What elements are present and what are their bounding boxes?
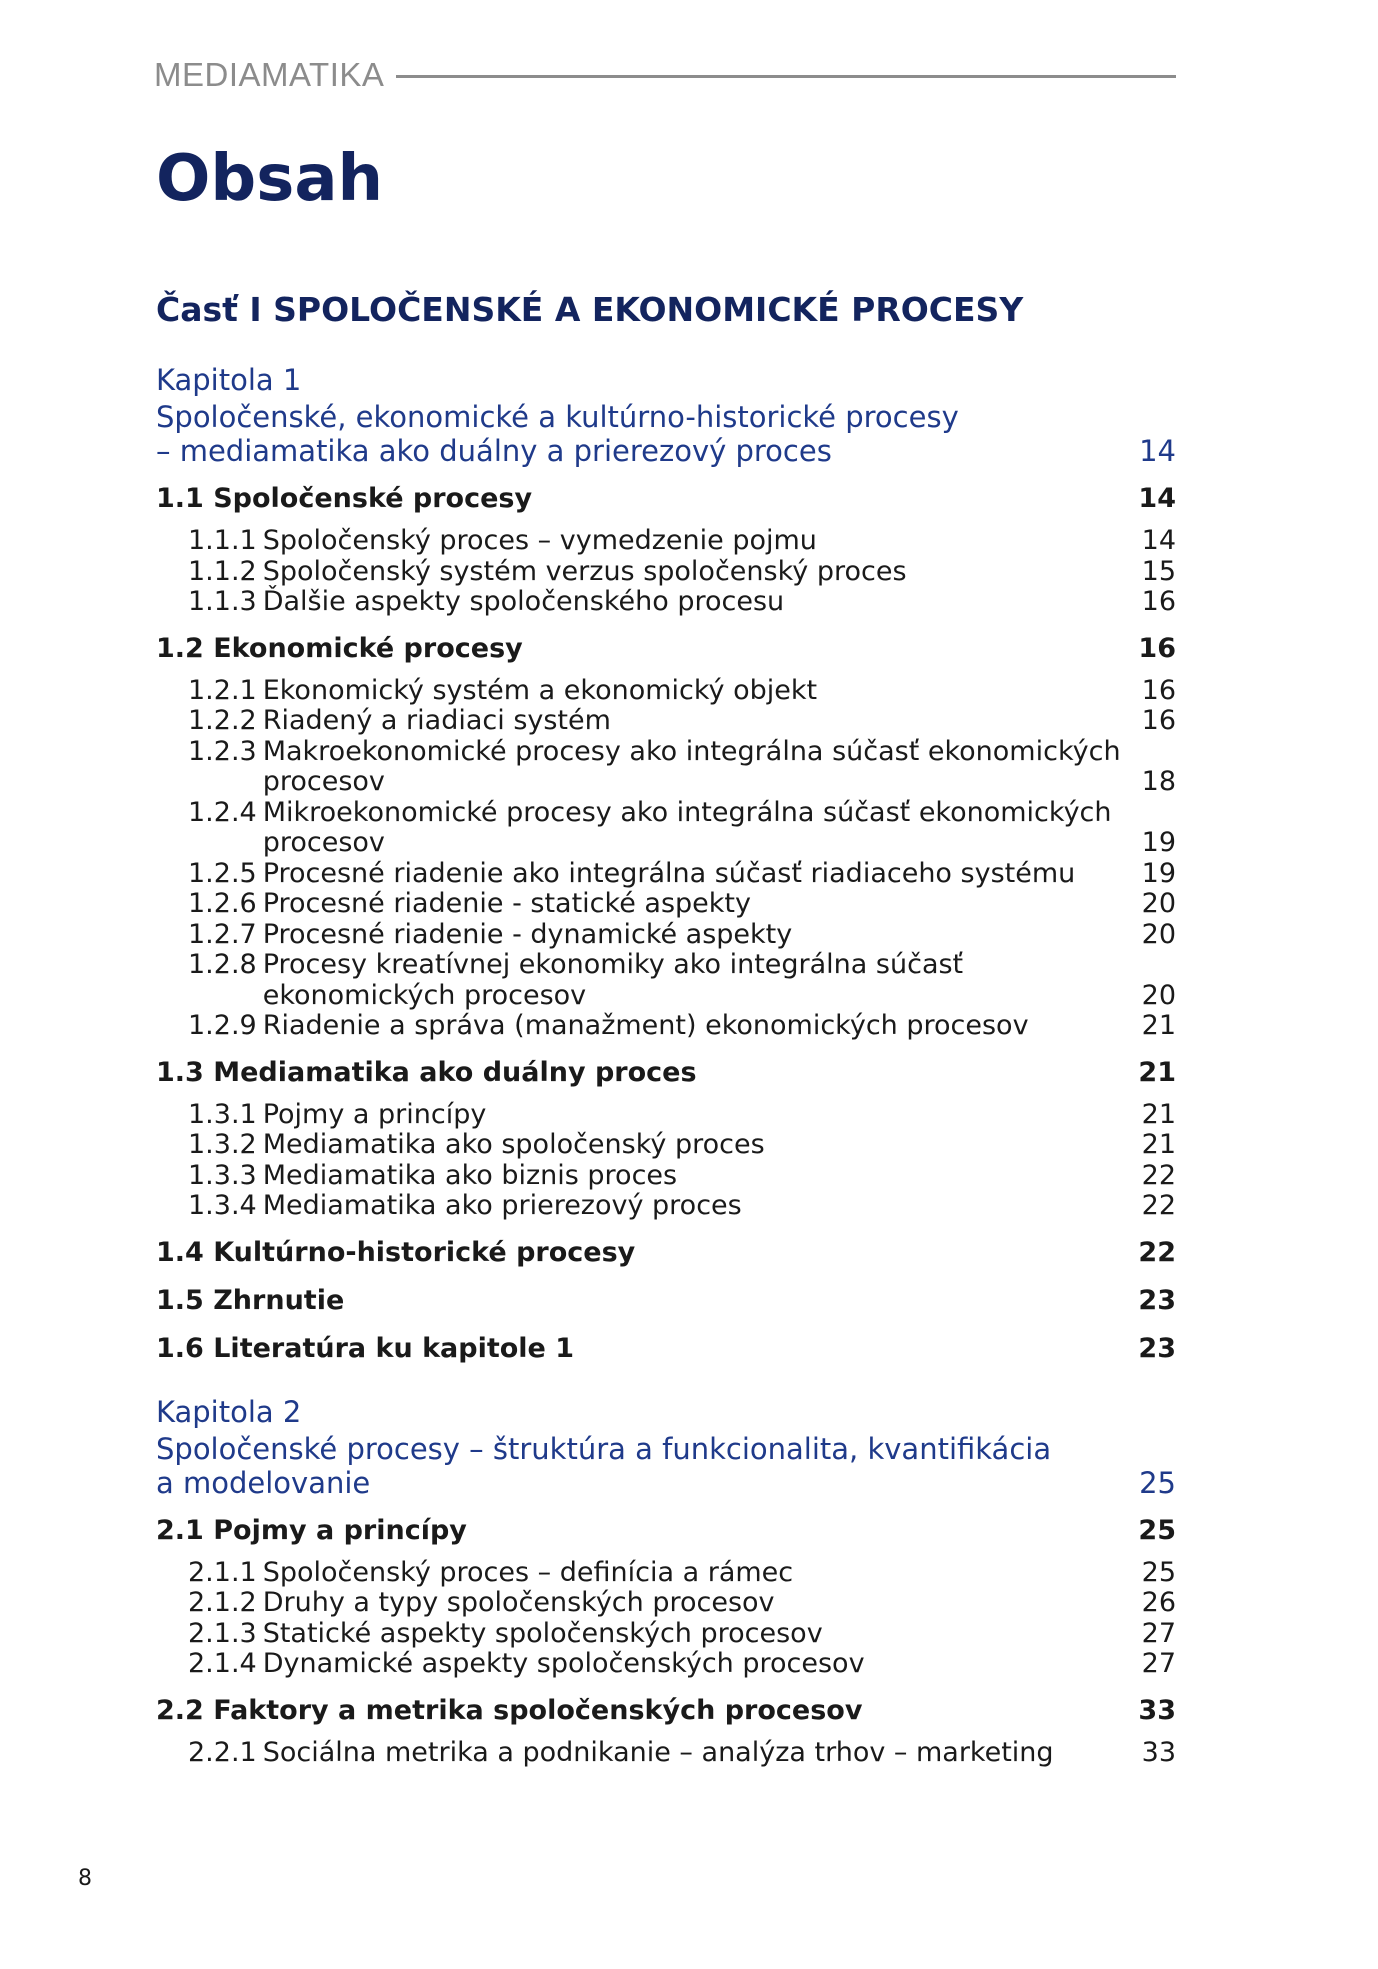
subsection-entry bbox=[156, 859, 1176, 890]
section-page-number: 14 bbox=[1138, 483, 1176, 514]
subsection-title: Dynamické aspekty spoločenských procesov bbox=[262, 1648, 865, 1679]
subsection-list bbox=[156, 1558, 1176, 1680]
subsection-title: Mediamatika ako spoločenský proces bbox=[262, 1129, 765, 1160]
section-entry bbox=[156, 1332, 1176, 1366]
section-page-number: 33 bbox=[1138, 1694, 1176, 1726]
section-page-number: 23 bbox=[1138, 1284, 1176, 1316]
subsection-text bbox=[156, 526, 817, 557]
subsection-text bbox=[156, 737, 1136, 798]
subsection-page-number: 26 bbox=[1141, 1587, 1176, 1618]
subsection-title: Procesné riadenie ako integrálna súčasť riadiaceho systému bbox=[262, 857, 1076, 889]
section-title: 1.5 Zhrnutie bbox=[156, 1284, 345, 1316]
subsection-number: 2.1.4 bbox=[188, 1648, 257, 1679]
subsection-title: Ekonomický systém a ekonomický objekt bbox=[262, 674, 818, 706]
subsection-number: 1.2.2 bbox=[188, 705, 257, 736]
section-entry bbox=[156, 1056, 1176, 1090]
chapter-title-line: Spoločenské, ekonomické a kultúrno-historické procesy bbox=[156, 400, 959, 434]
section-title: 1.3 Mediamatika ako duálny proces bbox=[156, 1056, 697, 1088]
chapter-title-line: a modelovanie bbox=[156, 1465, 371, 1500]
chapter-label: Kapitola 1 bbox=[156, 363, 302, 397]
subsection-page-number: 21 bbox=[1141, 1098, 1176, 1130]
subsection-list bbox=[156, 676, 1176, 1042]
subsection-number: 1.3.2 bbox=[188, 1129, 257, 1160]
section-entry bbox=[156, 1694, 1176, 1728]
section-title: 1.1 Spoločenské procesy bbox=[156, 483, 533, 514]
subsection-title: Procesné riadenie - dynamické aspekty bbox=[262, 918, 793, 950]
subsection-number: 1.2.3 bbox=[188, 735, 257, 767]
subsection-page-number: 16 bbox=[1141, 705, 1176, 736]
subsection-entry bbox=[156, 798, 1176, 859]
header-label: MEDIAMATIKA bbox=[154, 56, 385, 93]
subsection-entry bbox=[156, 1738, 1176, 1769]
subsection-entry bbox=[156, 1011, 1176, 1042]
subsection-title: Ďalšie aspekty spoločenského procesu bbox=[262, 586, 785, 617]
subsection-title: Riadenie a správa (manažment) ekonomických procesov bbox=[262, 1010, 1029, 1041]
subsection-entry bbox=[156, 920, 1176, 951]
section-entry bbox=[156, 632, 1176, 666]
subsection-number: 1.2.1 bbox=[188, 674, 257, 706]
subsection-text bbox=[156, 557, 907, 588]
subsection-page-number: 27 bbox=[1141, 1617, 1176, 1649]
subsection-entry bbox=[156, 1161, 1176, 1192]
section-title: 1.4 Kultúrno-historické procesy bbox=[156, 1236, 636, 1268]
subsection-title: Riadený a riadiaci systém bbox=[262, 705, 611, 736]
subsection-number: 1.3.4 bbox=[188, 1190, 257, 1221]
subsection-entry bbox=[156, 676, 1176, 707]
section-page-number: 21 bbox=[1138, 1056, 1176, 1088]
chapter-label: Kapitola 2 bbox=[156, 1394, 302, 1429]
section-entry bbox=[156, 1236, 1176, 1270]
subsection-text bbox=[156, 587, 784, 618]
page-title: Obsah bbox=[156, 142, 384, 216]
chapter-block bbox=[156, 360, 1176, 1366]
subsection-page-number: 21 bbox=[1141, 1129, 1176, 1160]
subsection-page-number: 14 bbox=[1141, 525, 1176, 556]
subsection-title: Mediamatika ako biznis proces bbox=[262, 1159, 678, 1191]
subsection-number: 1.2.8 bbox=[188, 949, 257, 980]
chapter-page-number: 25 bbox=[1139, 1465, 1176, 1500]
subsection-entry bbox=[156, 557, 1176, 588]
subsection-title: Statické aspekty spoločenských procesov bbox=[262, 1617, 823, 1649]
subsection-text bbox=[156, 950, 1136, 1011]
section-page-number: 23 bbox=[1138, 1332, 1176, 1364]
section-entry bbox=[156, 482, 1176, 516]
subsection-number: 2.1.2 bbox=[188, 1587, 257, 1618]
subsection-text bbox=[156, 706, 611, 737]
subsection-page-number: 20 bbox=[1141, 918, 1176, 950]
chapter-title-row bbox=[156, 1466, 1176, 1500]
section-page-number: 25 bbox=[1138, 1514, 1176, 1546]
subsection-entry bbox=[156, 1100, 1176, 1131]
section-title: 1.2 Ekonomické procesy bbox=[156, 632, 523, 664]
subsection-text bbox=[156, 889, 751, 920]
subsection-title: Mikroekonomické procesy ako integrálna súčasť ekonomických procesov bbox=[262, 796, 1112, 858]
subsection-page-number: 19 bbox=[1141, 857, 1176, 889]
subsection-list bbox=[156, 1738, 1176, 1769]
subsection-text bbox=[156, 1558, 793, 1589]
subsection-entry bbox=[156, 950, 1176, 1011]
subsection-page-number: 21 bbox=[1141, 1010, 1176, 1041]
chapter-title-line: Spoločenské procesy – štruktúra a funkcionalita, kvantifikácia bbox=[156, 1431, 1052, 1466]
running-header bbox=[154, 50, 1176, 100]
subsection-list bbox=[156, 526, 1176, 618]
subsection-number: 1.2.7 bbox=[188, 918, 257, 950]
subsection-page-number: 27 bbox=[1141, 1648, 1176, 1679]
section-entry bbox=[156, 1514, 1176, 1548]
subsection-entry bbox=[156, 737, 1176, 798]
subsection-list bbox=[156, 1100, 1176, 1222]
subsection-title: Druhy a typy spoločenských procesov bbox=[262, 1587, 775, 1618]
section-title: 2.2 Faktory a metrika spoločenských procesov bbox=[156, 1694, 863, 1726]
subsection-number: 1.2.9 bbox=[188, 1010, 257, 1041]
chapter-title-row bbox=[156, 434, 1176, 468]
header-rule bbox=[396, 75, 1176, 78]
chapter-page-number: 14 bbox=[1139, 434, 1176, 468]
subsection-page-number: 18 bbox=[1141, 766, 1176, 797]
subsection-text bbox=[156, 1738, 1054, 1769]
subsection-entry bbox=[156, 1588, 1176, 1619]
subsection-page-number: 22 bbox=[1141, 1190, 1176, 1221]
subsection-entry bbox=[156, 1558, 1176, 1589]
subsection-number: 1.2.4 bbox=[188, 796, 257, 828]
subsection-number: 1.1.3 bbox=[188, 586, 257, 617]
chapter-block bbox=[156, 1392, 1176, 1769]
subsection-title: Pojmy a princípy bbox=[262, 1098, 487, 1130]
section-title: 1.6 Literatúra ku kapitole 1 bbox=[156, 1332, 575, 1364]
subsection-text bbox=[156, 1130, 765, 1161]
subsection-number: 2.2.1 bbox=[188, 1736, 257, 1768]
subsection-entry bbox=[156, 889, 1176, 920]
subsection-text bbox=[156, 676, 817, 707]
section-page-number: 22 bbox=[1138, 1236, 1176, 1268]
subsection-text bbox=[156, 1191, 742, 1222]
subsection-title: Spoločenský proces – definícia a rámec bbox=[262, 1556, 794, 1588]
subsection-title: Spoločenský systém verzus spoločenský proces bbox=[262, 555, 907, 587]
subsection-title: Spoločenský proces – vymedzenie pojmu bbox=[262, 525, 817, 556]
subsection-entry bbox=[156, 1130, 1176, 1161]
subsection-text bbox=[156, 1649, 865, 1680]
subsection-page-number: 19 bbox=[1141, 827, 1176, 858]
subsection-page-number: 33 bbox=[1141, 1736, 1176, 1768]
subsection-text bbox=[156, 920, 792, 951]
part-title: Časť I SPOLOČENSKÉ A EKONOMICKÉ PROCESY bbox=[156, 290, 1024, 329]
subsection-title: Procesy kreatívnej ekonomiky ako integrálna súčasť ekonomických procesov bbox=[262, 949, 964, 1011]
subsection-text bbox=[156, 1100, 486, 1131]
subsection-number: 2.1.3 bbox=[188, 1617, 257, 1649]
page-number: 8 bbox=[78, 1866, 92, 1891]
subsection-text bbox=[156, 1011, 1029, 1042]
subsection-page-number: 16 bbox=[1141, 674, 1176, 706]
subsection-number: 1.3.3 bbox=[188, 1159, 257, 1191]
subsection-number: 2.1.1 bbox=[188, 1556, 257, 1588]
subsection-number: 1.3.1 bbox=[188, 1098, 257, 1130]
subsection-text bbox=[156, 798, 1136, 859]
subsection-text bbox=[156, 859, 1075, 890]
chapter-title-line: – mediamatika ako duálny a prierezový proces bbox=[156, 434, 832, 468]
subsection-entry bbox=[156, 526, 1176, 557]
subsection-entry bbox=[156, 587, 1176, 618]
subsection-text bbox=[156, 1161, 677, 1192]
subsection-number: 1.2.5 bbox=[188, 857, 257, 889]
subsection-page-number: 16 bbox=[1141, 586, 1176, 617]
subsection-text bbox=[156, 1619, 823, 1650]
subsection-entry bbox=[156, 706, 1176, 737]
section-entry bbox=[156, 1284, 1176, 1318]
subsection-title: Makroekonomické procesy ako integrálna súčasť ekonomických procesov bbox=[262, 735, 1121, 797]
subsection-page-number: 15 bbox=[1141, 555, 1176, 587]
subsection-number: 1.2.6 bbox=[188, 888, 257, 919]
subsection-title: Mediamatika ako prierezový proces bbox=[262, 1190, 742, 1221]
subsection-page-number: 20 bbox=[1141, 979, 1176, 1011]
subsection-page-number: 25 bbox=[1141, 1556, 1176, 1588]
table-of-contents bbox=[156, 360, 1176, 1768]
subsection-number: 1.1.2 bbox=[188, 555, 257, 587]
section-title: 2.1 Pojmy a princípy bbox=[156, 1514, 467, 1546]
subsection-text bbox=[156, 1588, 775, 1619]
subsection-entry bbox=[156, 1619, 1176, 1650]
subsection-title: Sociálna metrika a podnikanie – analýza trhov – marketing bbox=[262, 1736, 1054, 1768]
subsection-page-number: 20 bbox=[1141, 888, 1176, 919]
subsection-entry bbox=[156, 1191, 1176, 1222]
subsection-title: Procesné riadenie - statické aspekty bbox=[262, 888, 751, 919]
section-page-number: 16 bbox=[1138, 632, 1176, 664]
subsection-entry bbox=[156, 1649, 1176, 1680]
subsection-number: 1.1.1 bbox=[188, 525, 257, 556]
subsection-page-number: 22 bbox=[1141, 1159, 1176, 1191]
